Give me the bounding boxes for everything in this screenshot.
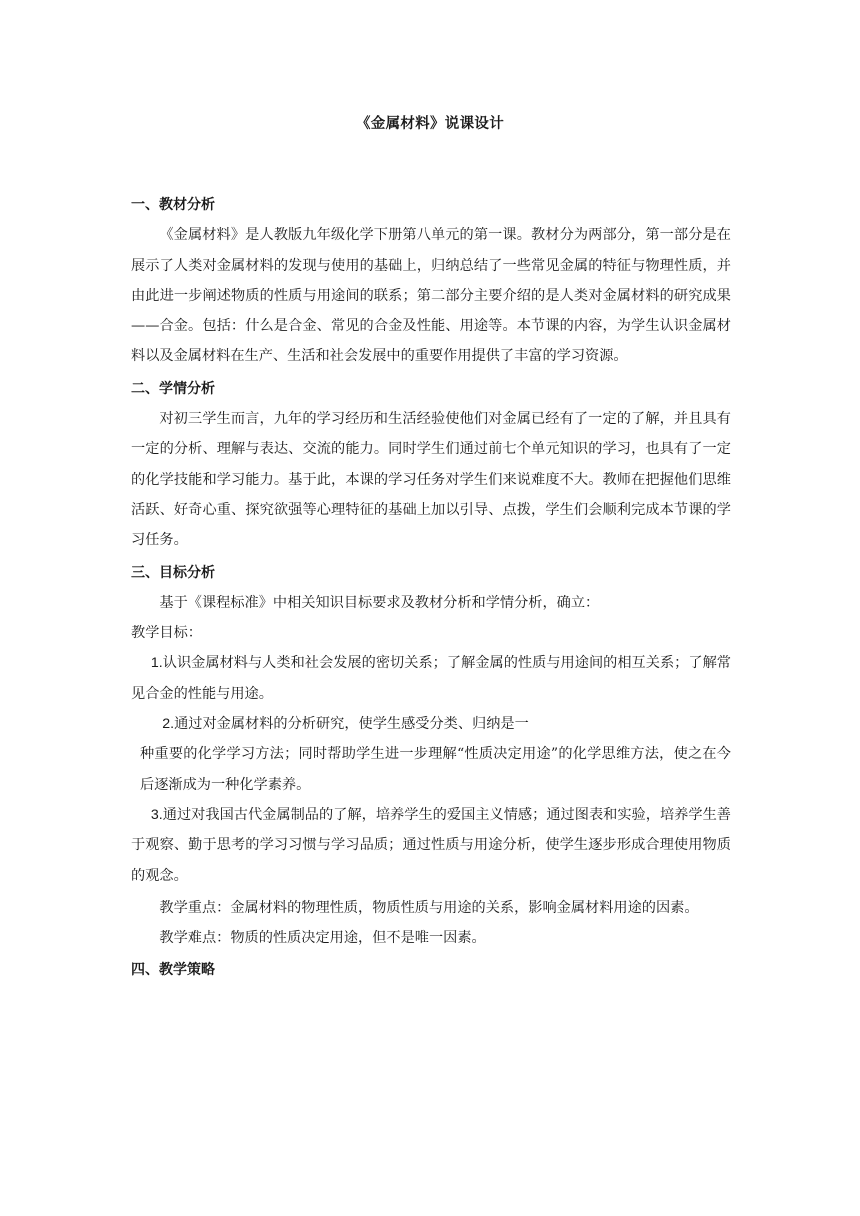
goals-label: 教学目标： [131,625,202,642]
goal-number: 3. [150,806,163,823]
document-body [131,190,731,986]
goal-item-1 [131,648,731,709]
teaching-key-point: 教学重点：金属材料的物理性质，物质性质与用途的关系，影响金属材料用途的因素。 [159,899,699,916]
goal-item-3 [131,800,731,891]
section-heading-4: 四、教学策略 [131,962,215,979]
goal-item-2-continued: 种重要的化学学习方法；同时帮助学生进一步理解“性质决定用途”的化学思维方法，使之在今后逐渐成为一种化学素养。 [140,746,731,793]
goal-number: 1. [150,655,163,672]
teaching-difficulty: 教学难点：物质的性质决定用途，但不是唯一因素。 [159,930,486,947]
section-1-paragraph: 《金属材料》是人教版九年级化学下册第八单元的第一课。教材分为两部分，第一部分是在展示了人类对金属材料的发现与使用的基础上，归纳总结了一些常见金属的特征与物理性质，并由此进一步阐述物质的性质与用途间的联系；第二部分主要介绍的是人类对金属材料的研究成果——合金。包括：什么是合金、常见的合金及性能、用途等。本节课的内容，为学生认识金属材料以及金属材料在生产、生活和社会发展中的重要作用提供了丰富的学习资源。 [131,227,731,365]
goal-text: 通过对我国古代金属制品的了解，培养学生的爱国主义情感；通过图表和实验，培养学生善于观察、勤于思考的学习习惯与学习品质；通过性质与用途分析，使学生逐步形成合理使用物质的观念。 [131,806,731,884]
section-3-intro: 基于《课程标准》中相关知识目标要求及教材分析和学情分析，确立： [159,594,600,611]
goal-item-2 [131,709,731,739]
section-heading-1: 一、教材分析 [131,197,215,213]
section-heading-3: 三、目标分析 [131,564,215,581]
goal-text: 认识金属材料与人类和社会发展的密切关系；了解金属的性质与用途间的相互关系；了解常见合金的性能与用途。 [131,655,731,702]
goal-text: 通过对金属材料的分析研究，使学生感受分类、归纳是一 [174,716,529,733]
section-heading-2: 二、学情分析 [131,380,215,397]
section-2-paragraph: 对初三学生而言，九年的学习经历和生活经验使他们对金属已经有了一定的了解，并且具有一定的分析、理解与表达、交流的能力。同时学生们通过前七个单元知识的学习，也具有了一定的化学技能和学习能力。基于此，本课的学习任务对学生们来说难度不大。教师在把握他们思维活跃、好奇心重、探究欲强等心理特征的基础上加以引导、点拨，学生们会顺利完成本节课的学习任务。 [131,411,731,549]
document-title: 《金属材料》说课设计 [356,116,504,132]
goal-number: 2. [162,716,175,733]
